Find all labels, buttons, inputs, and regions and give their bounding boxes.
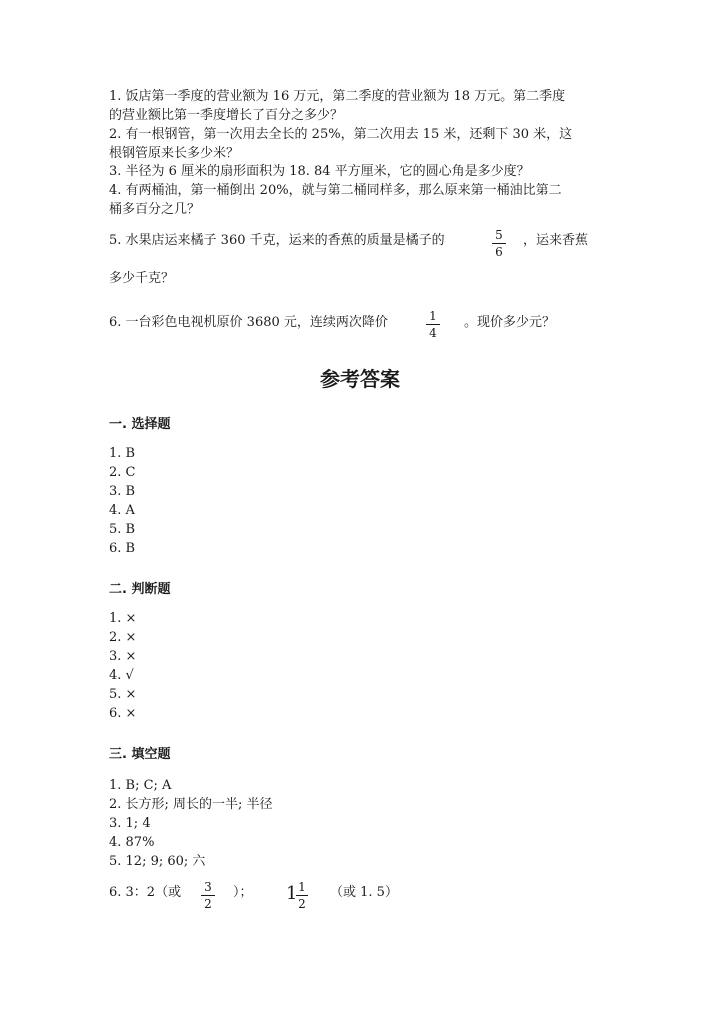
answers-title: 参考答案 [320, 367, 400, 391]
section3-item: 5. 12; 9; 60; 六 [109, 854, 206, 869]
section3-item: 2. 长方形; 周长的一半; 半径 [109, 797, 273, 812]
item6-mixed-numerator: 1 [298, 880, 306, 894]
section2-item: 3. × [109, 649, 137, 664]
section1-item: 3. B [109, 484, 136, 499]
q2-line2: 根钢管原来长多少米？ [109, 146, 240, 161]
q5-fraction-denominator: 6 [495, 245, 503, 259]
section3-item: 1. B; C; A [109, 778, 172, 793]
section3-item6-mid: ）； [233, 885, 253, 900]
section1-item: 2. C [109, 465, 136, 480]
q5-fraction [492, 228, 506, 259]
section1-item: 5. B [109, 522, 136, 537]
q5-text-after: ，运来香蕉 [523, 233, 589, 248]
q1-line2: 的营业额比第一季度增长了百分之多少？ [109, 108, 344, 123]
section3-item6-after: （或 1. 5） [330, 885, 398, 900]
section2-item: 5. × [109, 687, 137, 702]
section3-heading: 三. 填空题 [109, 747, 171, 762]
q6-fraction-numerator: 1 [429, 309, 437, 323]
q5-fraction-numerator: 5 [495, 228, 503, 242]
section2-item: 4. √ [109, 668, 134, 683]
q6-fraction [426, 309, 440, 340]
section1-item: 6. B [109, 541, 136, 556]
item6-mixed-fraction [296, 880, 308, 911]
q2-line1: 2. 有一根钢管，第一次用去全长的 25%，第二次用去 15 米，还剩下 30 米，这 [109, 127, 573, 142]
section3-item: 4. 87% [109, 835, 155, 850]
item6-mixed-denominator: 2 [298, 897, 306, 911]
section2-item: 1. × [109, 611, 137, 626]
q6-fraction-denominator: 4 [429, 326, 437, 340]
q4-line2: 桶多百分之几？ [109, 202, 201, 217]
section2-heading: 二. 判断题 [109, 582, 171, 597]
section3-item6-before: 6. 3：2（或 [109, 885, 182, 900]
q3-line1: 3. 半径为 6 厘米的扇形面积为 18. 84 平方厘米，它的圆心角是多少度？ [109, 164, 530, 179]
fraction-bar [201, 895, 215, 896]
section1-item: 4. A [109, 503, 135, 518]
q5-text-before: 5. 水果店运来橘子 360 千克，运来的香蕉的质量是橘子的 [109, 233, 445, 248]
q6-text-after: 。现价多少元？ [464, 315, 556, 330]
section3-item: 3. 1; 4 [109, 816, 151, 831]
q6-text-before: 6. 一台彩色电视机原价 3680 元，连续两次降价 [109, 315, 388, 330]
section2-item: 6. × [109, 706, 137, 721]
item6-fraction [201, 880, 215, 911]
section1-item: 1. B [109, 446, 136, 461]
item6-mixed-whole: 1 [286, 883, 298, 904]
item6-fraction-denominator: 2 [204, 897, 212, 911]
fraction-bar [492, 243, 506, 244]
q5-line2: 多少千克？ [109, 271, 175, 286]
fraction-bar [426, 324, 440, 325]
item6-fraction-numerator: 3 [204, 880, 212, 894]
q1-line1: 1. 饭店第一季度的营业额为 16 万元，第二季度的营业额为 18 万元。第二季度 [109, 89, 566, 104]
section2-item: 2. × [109, 630, 137, 645]
fraction-bar [296, 895, 308, 896]
q4-line1: 4. 有两桶油，第一桶倒出 20%，就与第二桶同样多，那么原来第一桶油比第二 [109, 183, 562, 198]
section1-heading: 一. 选择题 [109, 417, 171, 432]
